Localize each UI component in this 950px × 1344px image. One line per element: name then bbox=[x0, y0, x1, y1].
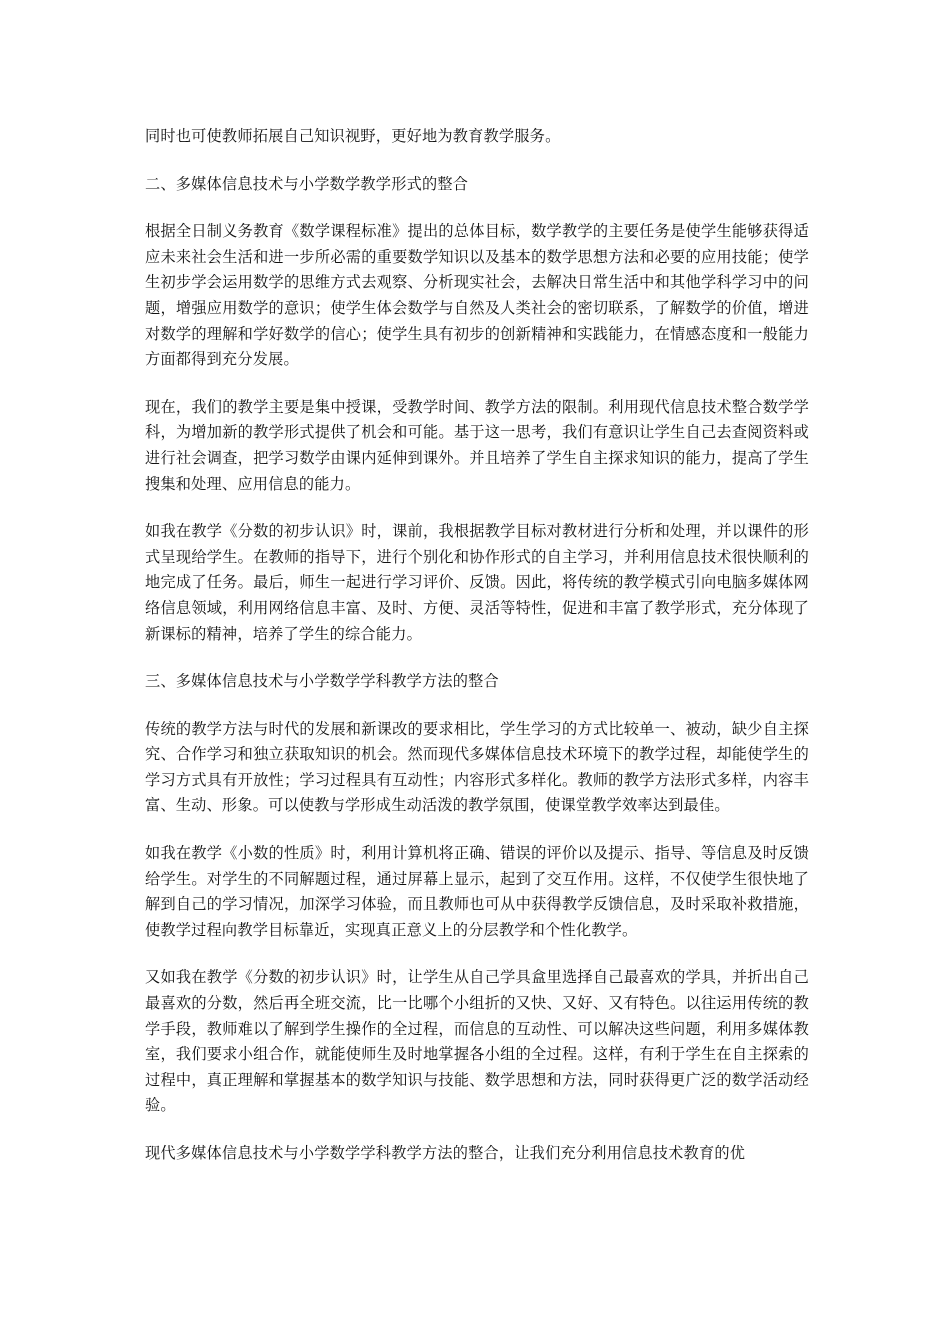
paragraph: 如我在教学《分数的初步认识》时，课前，我根据教学目标对教材进行分析和处理，并以课件的形式呈现给学生。在教师的指导下，进行个别化和协作形式的自主学习，并利用信息技术很快顺利的地完成了任务。最后，师生一起进行学习评价、反馈。因此，将传统的教学模式引向电脑多媒体网络信息领域，利用网络信息丰富、及时、方便、灵活等特性，促进和丰富了教学形式，充分体现了新课标的精神，培养了学生的综合能力。 bbox=[145, 522, 809, 643]
paragraph: 现在，我们的教学主要是集中授课，受教学时间、教学方法的限制。利用现代信息技术整合数学学科，为增加新的教学形式提供了机会和可能。基于这一思考，我们有意识让学生自己去查阅资料或进行社会调查，把学习数学由课内延伸到课外。并且培养了学生自主探求知识的能力，提高了学生搜集和处理、应用信息的能力。 bbox=[145, 397, 809, 493]
paragraph: 传统的教学方法与时代的发展和新课改的要求相比，学生学习的方式比较单一、被动，缺少自主探究、合作学习和独立获取知识的机会。然而现代多媒体信息技术环境下的教学过程，却能使学生的学习方式具有开放性；学习过程具有互动性；内容形式多样化。教师的教学方法形式多样，内容丰富、生动、形象。可以使教与学形成生动活泼的教学氛围，使课堂教学效率达到最佳。 bbox=[145, 719, 809, 815]
document-page bbox=[145, 124, 809, 1189]
section-heading: 三、多媒体信息技术与小学数学学科教学方法的整合 bbox=[145, 672, 499, 691]
paragraph: 现代多媒体信息技术与小学数学学科教学方法的整合，让我们充分利用信息技术教育的优 bbox=[145, 1144, 746, 1162]
paragraph: 又如我在教学《分数的初步认识》时，让学生从自己学具盒里选择自己最喜欢的学具，并折出自己最喜欢的分数，然后再全班交流，比一比哪个小组折的又快、又好、又有特色。以往运用传统的教学手段，教师难以了解到学生操作的全过程，而信息的互动性、可以解决这些问题，利用多媒体教室，我们要求小组合作，就能使师生及时地掌握各小组的全过程。这样，有利于学生在自主探索的过程中，真正理解和掌握基本的数学知识与技能、数学思想和方法，同时获得更广泛的数学活动经验。 bbox=[145, 968, 809, 1115]
section-heading: 二、多媒体信息技术与小学数学教学形式的整合 bbox=[145, 174, 469, 193]
paragraph: 根据全日制义务教育《数学课程标准》提出的总体目标，数学教学的主要任务是使学生能够获得适应未来社会生活和进一步所必需的重要数学知识以及基本的数学思想方法和必要的应用技能；使学生初步学会运用数学的思维方式去观察、分析现实社会，去解决日常生活中和其他学科学习中的问题，增强应用数学的意识；使学生体会数学与自然及人类社会的密切联系，了解数学的价值，增进对数学的理解和学好数学的信心；使学生具有初步的创新精神和实践能力，在情感态度和一般能力方面都得到充分发展。 bbox=[145, 222, 809, 369]
paragraph: 如我在教学《小数的性质》时，利用计算机将正确、错误的评价以及提示、指导、等信息及时反馈给学生。对学生的不同解题过程，通过屏幕上显示，起到了交互作用。这样，不仅使学生很快地了解到自己的学习情况，加深学习体验，而且教师也可从中获得教学反馈信息，及时采取补救措施，使教学过程向教学目标靠近，实现真正意义上的分层教学和个性化教学。 bbox=[145, 844, 809, 939]
paragraph: 同时也可使教师拓展自己知识视野，更好地为教育教学服务。 bbox=[145, 127, 561, 145]
